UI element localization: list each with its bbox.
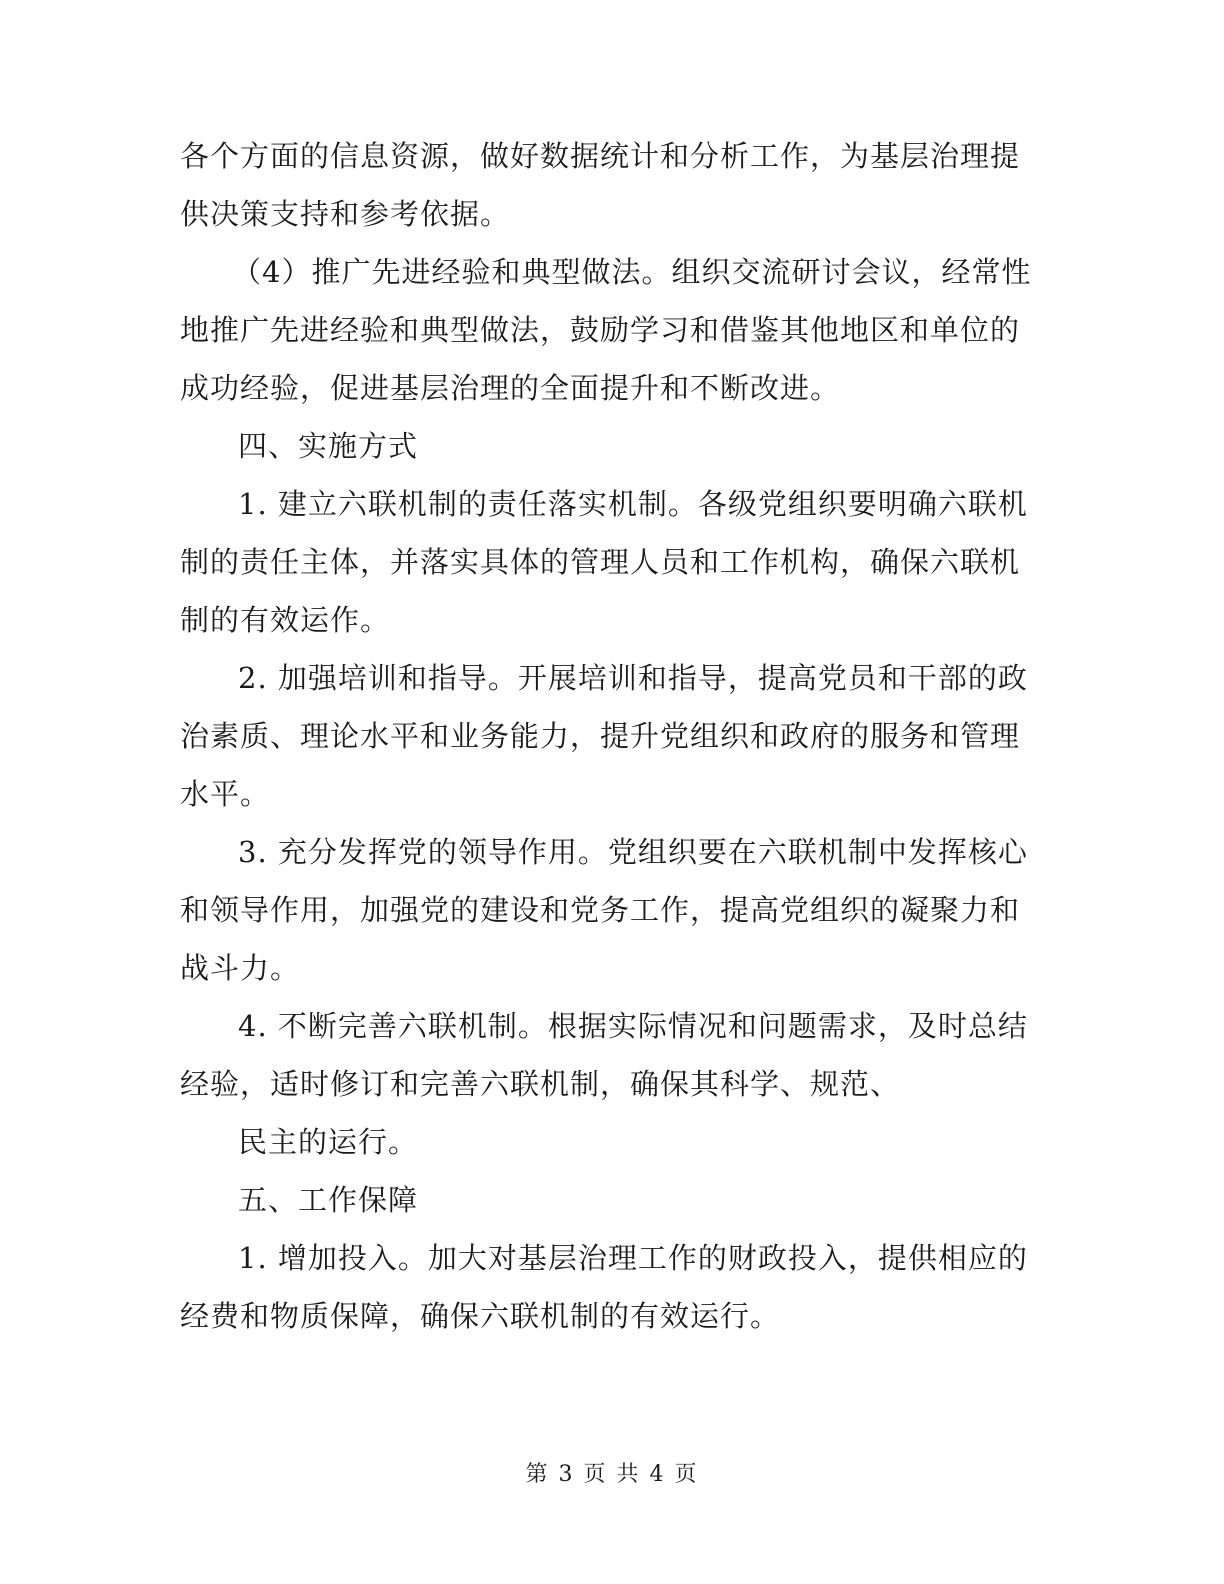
body-line: 地推广先进经验和典型做法，鼓励学习和借鉴其他地区和单位的 [180,313,1021,347]
body-line: 各个方面的信息资源，做好数据统计和分析工作，为基层治理提 [180,139,1021,173]
body-line: 3. 充分发挥党的领导作用。党组织要在六联机制中发挥核心 [238,835,1028,869]
section-heading: 四、实施方式 [238,429,419,463]
body-line: 战斗力。 [180,951,301,985]
body-line: 1. 增加投入。加大对基层治理工作的财政投入，提供相应的 [238,1241,1028,1275]
body-line: 4. 不断完善六联机制。根据实际情况和问题需求，及时总结 [238,1009,1028,1043]
body-line: 和领导作用，加强党的建设和党务工作，提高党组织的凝聚力和 [180,893,1021,927]
body-line: 成功经验，促进基层治理的全面提升和不断改进。 [180,371,841,405]
page-number-footer: 第 3 页 共 4 页 [525,1462,699,1487]
body-line: 经验，适时修订和完善六联机制，确保其科学、规范、 [180,1067,901,1101]
body-line: 供决策支持和参考依据。 [180,197,511,231]
body-line: （4）推广先进经验和典型做法。组织交流研讨会议，经常性 [232,255,1032,289]
body-line: 民主的运行。 [238,1125,419,1159]
section-heading: 五、工作保障 [238,1183,419,1217]
body-line: 制的有效运作。 [180,603,391,637]
body-line: 治素质、理论水平和业务能力，提升党组织和政府的服务和管理 [180,719,1021,753]
body-line: 2. 加强培训和指导。开展培训和指导，提高党员和干部的政 [238,661,1028,695]
body-line: 水平。 [180,777,271,811]
body-line: 制的责任主体，并落实具体的管理人员和工作机构，确保六联机 [180,545,1021,579]
body-line: 1. 建立六联机制的责任落实机制。各级党组织要明确六联机 [238,487,1028,521]
body-line: 经费和物质保障，确保六联机制的有效运行。 [180,1299,781,1333]
